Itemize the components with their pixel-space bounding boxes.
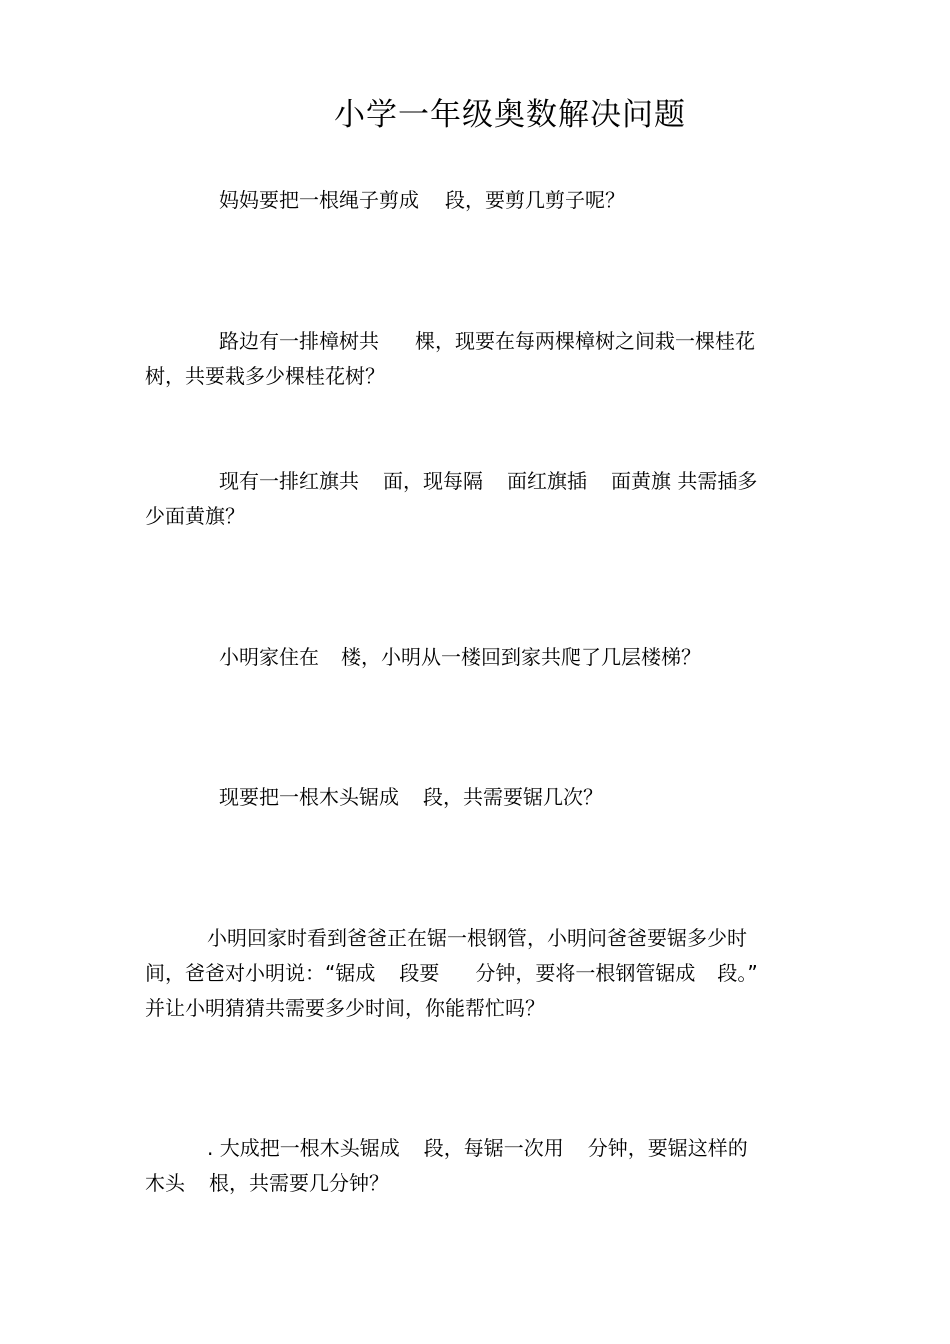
question-line: [145, 780, 810, 815]
question-text: 小明家住在: [219, 645, 319, 669]
question-2: [145, 324, 810, 394]
question-text: 路边有一排樟树共: [219, 329, 379, 353]
question-3: [145, 464, 810, 534]
question-line: [145, 464, 810, 499]
question-line: [145, 324, 810, 359]
question-line: [145, 1131, 810, 1166]
question-text: 现要把一根木头锯成: [219, 785, 399, 809]
question-text: 少面黄旗？: [145, 504, 245, 528]
question-text: 分钟，要锯这样的: [587, 1136, 748, 1160]
question-line: [145, 499, 810, 534]
question-text: 现有一排红旗共: [219, 469, 359, 493]
question-text: 面，现每隔: [383, 469, 483, 493]
question-text: 树，共要栽多少棵桂花树？: [145, 364, 385, 388]
question-text: 段，每锯一次用: [423, 1136, 564, 1160]
question-line: [145, 183, 810, 218]
question-6: [145, 921, 810, 1026]
question-line: [145, 1166, 810, 1201]
question-text: 段，共需要锯几次？: [423, 785, 603, 809]
question-text: 分钟，要将一根钢管锯成: [475, 961, 696, 985]
question-text: 并让小明猜猜共需要多少时间，你能帮忙吗？: [145, 996, 545, 1020]
question-text: 根，共需要几分钟？: [209, 1171, 389, 1195]
question-text: 段要: [399, 961, 440, 985]
question-line: [145, 640, 810, 675]
question-text: 面黄旗 共需插多: [611, 469, 758, 493]
question-text: 段。”: [717, 961, 758, 985]
question-4: [145, 640, 810, 675]
question-line: [145, 956, 810, 991]
question-5: [145, 780, 810, 815]
question-text: 棵，现要在每两棵樟树之间栽一棵桂花: [415, 329, 755, 353]
question-text: 段，要剪几剪子呢？: [445, 188, 625, 212]
question-text: 小明回家时看到爸爸正在锯一根钢管，小明问爸爸要锯多少时: [207, 926, 747, 950]
question-1: [145, 183, 810, 218]
question-7: [145, 1131, 810, 1201]
question-line: [145, 991, 810, 1026]
question-line: [145, 921, 810, 956]
question-text: 楼，小明从一楼回到家共爬了几层楼梯？: [341, 645, 701, 669]
question-text: 面红旗插: [507, 469, 587, 493]
question-text: 间，爸爸对小明说：“锯成: [145, 961, 376, 985]
document-title: 小学一年级奥数解决问题: [334, 97, 686, 133]
question-text: . 大成把一根木头锯成: [207, 1136, 400, 1160]
question-text: 妈妈要把一根绳子剪成: [219, 188, 419, 212]
question-text: 木头: [145, 1171, 185, 1195]
question-line: [145, 359, 810, 394]
